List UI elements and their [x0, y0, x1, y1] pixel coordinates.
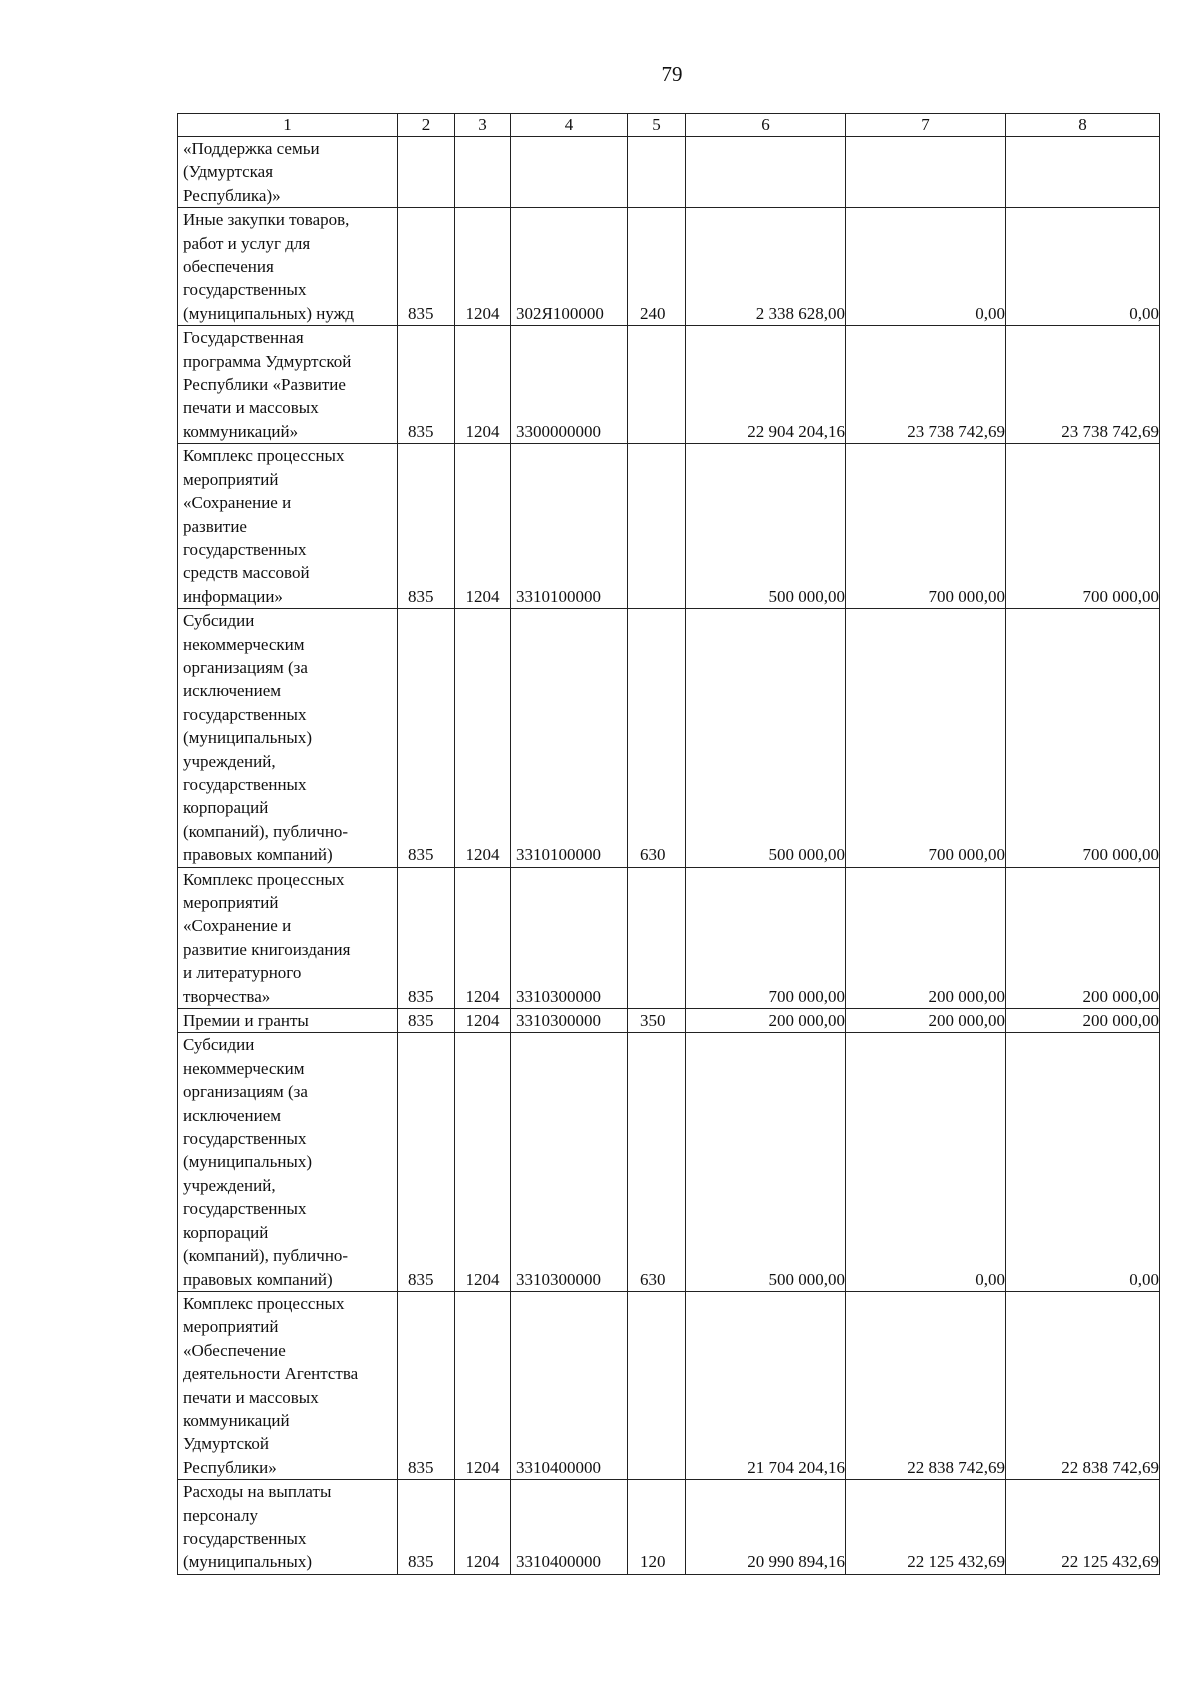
- amount-col8-cell: 22 125 432,69: [1006, 1480, 1160, 1575]
- amount-col7-cell: 700 000,00: [846, 609, 1006, 867]
- budget-table: [177, 113, 1160, 1575]
- amount-col8-cell: 22 838 742,69: [1006, 1291, 1160, 1479]
- target-article-cell: 3310300000: [511, 1009, 628, 1033]
- expense-type-cell: [628, 1291, 686, 1479]
- item-name-cell: [178, 1033, 398, 1291]
- table-row: [178, 867, 1160, 1008]
- item-name-line: Премии и гранты: [183, 1011, 309, 1031]
- amount-col8-cell: 200 000,00: [1006, 867, 1160, 1008]
- item-name-line: «Поддержка семьи: [183, 139, 320, 158]
- item-name-line: (муниципальных): [183, 1152, 313, 1172]
- table-row: [178, 326, 1160, 444]
- header-cell: 8: [1006, 114, 1160, 137]
- amount-col7-cell: 700 000,00: [846, 444, 1006, 609]
- item-name-line: корпораций: [183, 1222, 269, 1242]
- section-code-cell: 1204: [455, 867, 511, 1008]
- item-name-line: работ и услуг для: [183, 233, 311, 253]
- item-name-line: развитие: [183, 516, 247, 536]
- amount-col8-cell: 200 000,00: [1006, 1009, 1160, 1033]
- target-article-cell: 3300000000: [511, 326, 628, 444]
- item-name-line: (муниципальных) нужд: [183, 303, 355, 323]
- amount-col6-cell: 2 338 628,00: [686, 208, 846, 326]
- target-article-cell: 3310300000: [511, 867, 628, 1008]
- section-code-cell: 1204: [455, 1009, 511, 1033]
- item-name-line: мероприятий: [183, 469, 279, 489]
- amount-col7-cell: 22 838 742,69: [846, 1291, 1006, 1479]
- amount-col6-cell: [686, 137, 846, 208]
- item-name-line: персоналу: [183, 1505, 258, 1525]
- target-article-cell: 3310300000: [511, 1033, 628, 1291]
- item-name-line: коммуникаций: [183, 1410, 290, 1430]
- item-name-line: государственных: [183, 539, 307, 559]
- item-name-line: развитие книгоиздания: [183, 939, 351, 959]
- item-name-line: государственных: [183, 774, 307, 794]
- item-name-line: информации»: [183, 586, 283, 606]
- amount-col8-cell: 0,00: [1006, 208, 1160, 326]
- expense-type-cell: 630: [628, 609, 686, 867]
- item-name-line: Комплекс процессных: [183, 869, 345, 889]
- section-code-cell: 1204: [455, 1480, 511, 1575]
- item-name-line: государственных: [183, 1199, 307, 1219]
- gov-code-cell: 835: [398, 1033, 455, 1291]
- gov-code-cell: 835: [398, 208, 455, 326]
- gov-code-cell: 835: [398, 867, 455, 1008]
- item-name-line: мероприятий: [183, 893, 279, 912]
- amount-col6-cell: 21 704 204,16: [686, 1291, 846, 1479]
- item-name-line: «Сохранение и: [183, 493, 292, 513]
- amount-col7-cell: 0,00: [846, 208, 1006, 326]
- item-name-line: исключением: [183, 1105, 282, 1125]
- target-article-cell: 302Я100000: [511, 208, 628, 326]
- item-name-line: учреждений,: [183, 751, 276, 771]
- amount-col7-cell: 200 000,00: [846, 867, 1006, 1008]
- gov-code-cell: 835: [398, 444, 455, 609]
- item-name-line: (муниципальных): [183, 728, 313, 748]
- gov-code-cell: 835: [398, 1009, 455, 1033]
- amount-col7-cell: 22 125 432,69: [846, 1480, 1006, 1575]
- item-name-line: творчества»: [183, 986, 271, 1006]
- expense-type-cell: 240: [628, 208, 686, 326]
- amount-col7-cell: 23 738 742,69: [846, 326, 1006, 444]
- expense-type-cell: [628, 137, 686, 208]
- section-code-cell: [455, 137, 511, 208]
- item-name-line: мероприятий: [183, 1317, 279, 1337]
- expense-type-cell: [628, 867, 686, 1008]
- item-name-line: некоммерческим: [183, 1058, 305, 1078]
- item-name-cell: [178, 208, 398, 326]
- item-name-cell: [178, 326, 398, 444]
- page-number: 79: [661, 62, 683, 86]
- item-name-line: «Обеспечение: [183, 1340, 286, 1360]
- table-row: [178, 1009, 1160, 1033]
- target-article-cell: [511, 137, 628, 208]
- item-name-line: Республика)»: [183, 185, 281, 205]
- item-name-line: печати и массовых: [183, 398, 319, 418]
- header-cell: 6: [686, 114, 846, 137]
- amount-col7-cell: 200 000,00: [846, 1009, 1006, 1033]
- table-row: [178, 1480, 1160, 1575]
- header-cell: 7: [846, 114, 1006, 137]
- item-name-line: деятельности Агентства: [183, 1364, 359, 1384]
- amount-col8-cell: 0,00: [1006, 1033, 1160, 1291]
- item-name-line: Расходы на выплаты: [183, 1482, 332, 1502]
- section-code-cell: 1204: [455, 326, 511, 444]
- item-name-line: и литературного: [183, 963, 302, 983]
- target-article-cell: 3310400000: [511, 1291, 628, 1479]
- item-name-line: Государственная: [183, 328, 304, 348]
- amount-col7-cell: 0,00: [846, 1033, 1006, 1291]
- table-row: [178, 1033, 1160, 1291]
- header-cell: 5: [628, 114, 686, 137]
- item-name-line: Субсидии: [183, 1035, 255, 1055]
- item-name-line: Иные закупки товаров,: [183, 210, 350, 230]
- section-code-cell: 1204: [455, 208, 511, 326]
- amount-col8-cell: [1006, 137, 1160, 208]
- item-name-line: исключением: [183, 681, 282, 701]
- item-name-line: государственных: [183, 280, 307, 300]
- amount-col8-cell: 700 000,00: [1006, 609, 1160, 867]
- item-name-cell: [178, 1009, 398, 1033]
- amount-col6-cell: 500 000,00: [686, 1033, 846, 1291]
- expense-type-cell: 630: [628, 1033, 686, 1291]
- item-name-cell: [178, 444, 398, 609]
- item-name-line: печати и массовых: [183, 1387, 319, 1407]
- item-name-line: некоммерческим: [183, 634, 305, 654]
- item-name-cell: [178, 1291, 398, 1479]
- item-name-line: государственных: [183, 1528, 307, 1548]
- item-name-line: Субсидии: [183, 611, 255, 631]
- header-cell: 2: [398, 114, 455, 137]
- item-name-line: средств массовой: [183, 563, 310, 583]
- table-row: [178, 609, 1160, 867]
- table-body: [178, 114, 1160, 1575]
- section-code-cell: 1204: [455, 444, 511, 609]
- expense-type-cell: 350: [628, 1009, 686, 1033]
- section-code-cell: 1204: [455, 1291, 511, 1479]
- amount-col6-cell: 20 990 894,16: [686, 1480, 846, 1575]
- item-name-line: правовых компаний): [183, 845, 333, 865]
- amount-col6-cell: 500 000,00: [686, 609, 846, 867]
- item-name-line: «Сохранение и: [183, 916, 292, 936]
- gov-code-cell: 835: [398, 609, 455, 867]
- target-article-cell: 3310100000: [511, 609, 628, 867]
- header-cell: 1: [178, 114, 398, 137]
- expense-type-cell: [628, 444, 686, 609]
- gov-code-cell: 835: [398, 1291, 455, 1479]
- item-name-line: Комплекс процессных: [183, 446, 345, 466]
- item-name-cell: [178, 1480, 398, 1575]
- item-name-line: обеспечения: [183, 257, 274, 277]
- item-name-line: правовых компаний): [183, 1269, 333, 1289]
- target-article-cell: 3310400000: [511, 1480, 628, 1575]
- table-row: [178, 1291, 1160, 1479]
- item-name-line: (компаний), публично-: [183, 821, 349, 841]
- item-name-line: программа Удмуртской: [183, 351, 352, 371]
- expense-type-cell: 120: [628, 1480, 686, 1575]
- table-row: [178, 208, 1160, 326]
- item-name-line: коммуникаций»: [183, 421, 299, 441]
- section-code-cell: 1204: [455, 1033, 511, 1291]
- item-name-line: (компаний), публично-: [183, 1246, 349, 1266]
- item-name-line: Республики «Развитие: [183, 375, 346, 395]
- item-name-line: (Удмуртская: [183, 162, 274, 182]
- header-cell: 4: [511, 114, 628, 137]
- item-name-line: государственных: [183, 704, 307, 724]
- item-name-line: корпораций: [183, 798, 269, 818]
- amount-col6-cell: 22 904 204,16: [686, 326, 846, 444]
- amount-col8-cell: 700 000,00: [1006, 444, 1160, 609]
- amount-col6-cell: 200 000,00: [686, 1009, 846, 1033]
- table-row: [178, 137, 1160, 208]
- header-row: [178, 114, 1160, 137]
- target-article-cell: 3310100000: [511, 444, 628, 609]
- table-row: [178, 444, 1160, 609]
- gov-code-cell: 835: [398, 326, 455, 444]
- amount-col6-cell: 500 000,00: [686, 444, 846, 609]
- item-name-cell: [178, 137, 398, 208]
- amount-col6-cell: 700 000,00: [686, 867, 846, 1008]
- item-name-line: учреждений,: [183, 1175, 276, 1195]
- amount-col8-cell: 23 738 742,69: [1006, 326, 1160, 444]
- item-name-line: Удмуртской: [183, 1434, 270, 1454]
- item-name-line: организациям (за: [183, 657, 308, 677]
- item-name-line: Республики»: [183, 1457, 277, 1477]
- gov-code-cell: [398, 137, 455, 208]
- item-name-cell: [178, 867, 398, 1008]
- item-name-line: (муниципальных): [183, 1552, 313, 1572]
- header-cell: 3: [455, 114, 511, 137]
- item-name-line: Комплекс процессных: [183, 1293, 345, 1313]
- section-code-cell: 1204: [455, 609, 511, 867]
- item-name-line: государственных: [183, 1129, 307, 1149]
- item-name-cell: [178, 609, 398, 867]
- expense-type-cell: [628, 326, 686, 444]
- gov-code-cell: 835: [398, 1480, 455, 1575]
- amount-col7-cell: [846, 137, 1006, 208]
- item-name-line: организациям (за: [183, 1082, 308, 1102]
